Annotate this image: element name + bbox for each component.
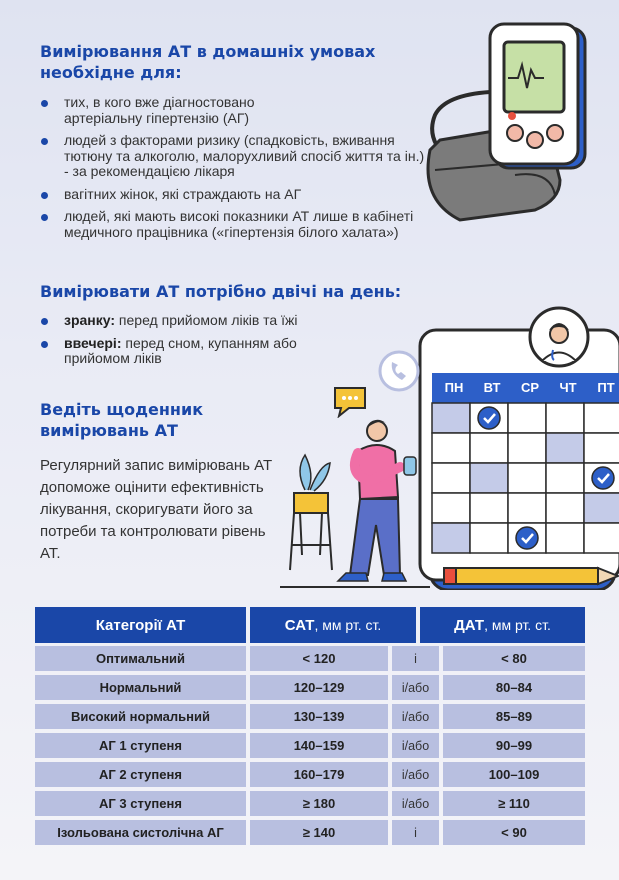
section1-title-line1: Вимірювання АТ в домашніх умовах bbox=[40, 42, 376, 61]
table-cell-dat: 100–109 bbox=[443, 762, 585, 787]
calendar-cell bbox=[546, 403, 584, 433]
table-cell-sat: 130–139 bbox=[250, 704, 388, 729]
section1-list bbox=[40, 95, 430, 247]
woman-illustration bbox=[280, 415, 430, 590]
list-item: вагітних жінок, які страждають на АГ bbox=[40, 187, 430, 203]
table-cell-category: АГ 1 ступеня bbox=[35, 733, 246, 758]
calendar-cell bbox=[584, 523, 619, 553]
calendar-cell bbox=[432, 403, 470, 433]
table-cell-conjunction: і/або bbox=[392, 733, 439, 758]
list-item: людей, які мають високі показники АТ лише в кабінеті медичного працівника («гіпертензія білого халата») bbox=[40, 209, 480, 240]
check-icon bbox=[516, 527, 538, 549]
table-cell-sat: 140–159 bbox=[250, 733, 388, 758]
calendar-day: ВТ bbox=[483, 380, 501, 395]
table-header-category: Категорії АТ bbox=[35, 607, 246, 643]
calendar-cell bbox=[508, 493, 546, 523]
table-cell-category: АГ 2 ступеня bbox=[35, 762, 246, 787]
section3-paragraph: Регулярний запис вимірювань АТ допоможе оцінити ефективність лікування, скоригувати його за потреби та контролювати рівень АТ. bbox=[40, 457, 273, 562]
list-item: зранку: перед прийомом ліків та їжі bbox=[40, 313, 340, 329]
table-cell-dat: 90–99 bbox=[443, 733, 585, 758]
calendar-cell bbox=[584, 433, 619, 463]
calendar-cell bbox=[432, 463, 470, 493]
table-cell-conjunction: і/або bbox=[392, 704, 439, 729]
table-header-sat: САТ , мм рт. ст. bbox=[250, 607, 416, 643]
calendar-cell bbox=[508, 403, 546, 433]
table-cell-conjunction: і bbox=[392, 646, 439, 671]
table-cell-conjunction: і bbox=[392, 820, 439, 845]
table-cell-sat: ≥ 180 bbox=[250, 791, 388, 816]
calendar-header bbox=[435, 373, 619, 403]
table-cell-dat: < 90 bbox=[443, 820, 585, 845]
calendar-cell bbox=[470, 433, 508, 463]
table-cell-sat: ≥ 140 bbox=[250, 820, 388, 845]
table-cell-dat: 80–84 bbox=[443, 675, 585, 700]
calendar-cell bbox=[546, 493, 584, 523]
table-cell-category: Ізольована систолічна АГ bbox=[35, 820, 246, 845]
table-cell-sat: 120–129 bbox=[250, 675, 388, 700]
calendar-cell bbox=[584, 403, 619, 433]
table-cell-category: АГ 3 ступеня bbox=[35, 791, 246, 816]
section1-title-line2: необхідне для: bbox=[40, 63, 182, 82]
phone-icon bbox=[378, 350, 420, 392]
check-icon bbox=[478, 407, 500, 429]
table-cell-sat: 160–179 bbox=[250, 762, 388, 787]
calendar-cell bbox=[546, 433, 584, 463]
pencil-icon bbox=[444, 568, 618, 584]
table-cell-dat: ≥ 110 bbox=[443, 791, 585, 816]
calendar-day: ПТ bbox=[597, 380, 615, 395]
table-header-dat: ДАТ , мм рт. ст. bbox=[420, 607, 585, 643]
calendar-day: ЧТ bbox=[559, 380, 577, 395]
table-cell-conjunction: і/або bbox=[392, 791, 439, 816]
calendar-day: ПН bbox=[444, 380, 464, 395]
calendar-cell bbox=[432, 493, 470, 523]
list-item: тих, в кого вже діагностовано артеріальну гіпертензію (АГ) bbox=[40, 95, 310, 126]
table-cell-sat: < 120 bbox=[250, 646, 388, 671]
table-cell-dat: 85–89 bbox=[443, 704, 585, 729]
section2-title: Вимірювати АТ потрібно двічі на день: bbox=[40, 282, 402, 301]
calendar-cell bbox=[546, 523, 584, 553]
table-cell-dat: < 80 bbox=[443, 646, 585, 671]
calendar-day: СР bbox=[520, 380, 540, 395]
table-cell-conjunction: і/або bbox=[392, 675, 439, 700]
table-cell-category: Оптимальний bbox=[35, 646, 246, 671]
section1-title bbox=[40, 41, 420, 83]
calendar-cell bbox=[584, 493, 619, 523]
calendar-cell bbox=[432, 523, 470, 553]
doctor-avatar-icon bbox=[528, 306, 590, 368]
plant-icon bbox=[290, 455, 332, 570]
list-item: ввечері: перед сном, купанням або прийомом ліків bbox=[40, 336, 310, 367]
check-icon bbox=[592, 467, 614, 489]
table-cell-category: Високий нормальний bbox=[35, 704, 246, 729]
calendar-cell bbox=[508, 463, 546, 493]
table-cell-category: Нормальний bbox=[35, 675, 246, 700]
chat-bubble-icon bbox=[333, 386, 369, 418]
calendar-cell bbox=[470, 463, 508, 493]
calendar-cell bbox=[470, 493, 508, 523]
list-item: людей з факторами ризику (спадковість, вживання тютюну та алкоголю, малорухливий спосіб життя та ін.) - за рекомендацією лікаря bbox=[40, 133, 430, 180]
calendar-cell bbox=[508, 433, 546, 463]
calendar-cell bbox=[432, 433, 470, 463]
calendar-cell bbox=[546, 463, 584, 493]
calendar-cell bbox=[470, 523, 508, 553]
blood-pressure-monitor-icon bbox=[420, 20, 590, 240]
table-cell-conjunction: і/або bbox=[392, 762, 439, 787]
section3-title: Ведіть щоденник вимірювань АТ bbox=[40, 400, 204, 440]
